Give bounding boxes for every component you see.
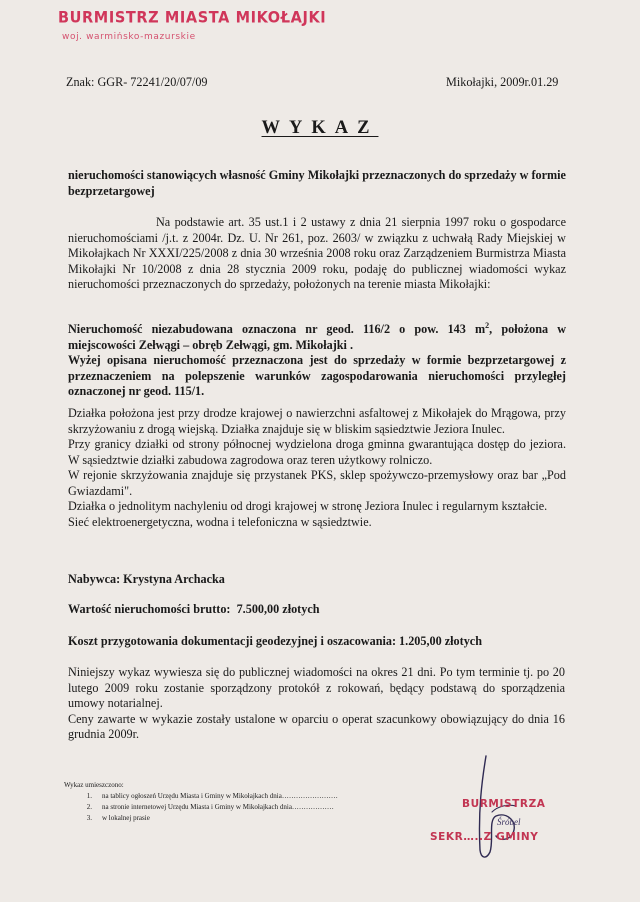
closing-section [68, 665, 565, 743]
value-label: Wartość nieruchomości brutto: [68, 602, 231, 616]
office-stamp-region: woj. warmińsko-mazurskie [62, 32, 196, 42]
list-item: 3. w lokalnej prasie [86, 814, 150, 822]
closing-paragraph: Ceny zawarte w wykazie zostały ustalone w oparciu o operat szacunkowy obowiązujący do dnia 16 grudnia 2009r. [68, 711, 565, 741]
description-paragraph: Działka położona jest przy drodze krajowej o nawierzchni asfaltowej z Mikołajek do Mrągowa, przy skrzyżowaniu z drogą wiejską. Działka znajduje się w bliskim sąsiedztwie Jeziora Inulec. [68, 406, 566, 436]
intro-paragraph: Na podstawie art. 35 ust.1 i 2 ustawy z dnia 21 sierpnia 1997 roku o gospodarce nieruchomościami /j.t. z 2004r. Dz. U. Nr 261, poz. 2603/ w związku z uchwałą Rady Miejskiej w Mikołajkach Nr XXXI/225/2008 z dnia 30 września 2008 roku oraz Zarządzeniem Burmistrza Miasta Mikołajki Nr 10/2008 z dnia 28 stycznia 2009 roku, podaję do publicznej wiadomości wykaz nieruchomości przeznaczonych do sprzedaży, położonych na terenie miasta Mikołajki: [68, 215, 566, 291]
signature-stamp-line1: BURMISTRZA [462, 798, 546, 810]
handwritten-signature [456, 750, 576, 870]
location-description [68, 406, 566, 530]
preparation-cost-line: Koszt przygotowania dokumentacji geodezyjnej i oszacowania: 1.205,00 złotych [68, 634, 482, 648]
property-section [68, 318, 566, 400]
description-paragraph: Przy granicy działki od strony północnej wydzielona droga gminna gwarantująca dostęp do jeziora. W sąsiedztwie działki zabudowa zagrodowa oraz teren użytkowy rolniczo. [68, 437, 566, 467]
buyer-line: Nabywca: Krystyna Archacka [68, 572, 225, 586]
reference-sign: Znak: GGR- 72241/20/07/09 [66, 75, 208, 89]
signature-handwriting: Śróbel [497, 817, 521, 827]
description-paragraph: W rejonie skrzyżowania znajduje się przystanek PKS, sklep spożywczo-przemysłowy oraz bar „Pod Gwiazdami". [68, 468, 566, 498]
description-paragraph: Działka o jednolitym nachyleniu od drogi krajowej w stronę Jeziora Inulec i regularnym kształcie. [68, 499, 548, 513]
document-title: WYKAZ [261, 118, 379, 138]
property-value-line [68, 602, 566, 618]
document-subtitle: nieruchomości stanowiących własność Gminy Mikołajki przeznaczonych do sprzedaży w formie bezprzetargowej [68, 168, 566, 198]
property-description: Nieruchomość niezabudowana oznaczona nr geod. 116/2 o pow. 143 $m^2$, położona w miejscowości Zełwągi – obręb Zełwągi, gm. Mikołajki . [68, 321, 566, 352]
property-purpose: Wyżej opisana nieruchomość przeznaczona jest do sprzedaży w formie bezprzetargowej z przeznaczeniem na polepszenie warunków zagospodarowania nieruchomości przyległej oznaczonej nr geod. 115/1. [68, 353, 566, 399]
office-stamp-title: BURMISTRZ MIASTA MIKOŁAJKI [58, 9, 327, 27]
place-date: Mikołajki, 2009r.01.29 [446, 75, 559, 89]
posting-list [64, 780, 338, 824]
signature-stamp-line2: SEKR…..Z GMINY [430, 831, 539, 843]
closing-paragraph: Niniejszy wykaz wywiesza się do publicznej wiadomości na okres 21 dni. Po tym terminie tj. po 20 lutego 2009 roku zostanie sporządzony protokół z rokowań, będący podstawą do sporządzenia umowy notarialnej. [68, 665, 565, 710]
list-item: 1. na tablicy ogłoszeń Urzędu Miasta i Gminy w Mikołajkach dnia…………………… [86, 792, 338, 800]
office-header-stamp [58, 10, 326, 42]
posting-list-heading: Wykaz umieszczono: [64, 781, 124, 789]
value-amount: 7.500,00 złotych [236, 602, 320, 616]
list-item: 2. na stronie internetowej Urzędu Miasta i Gminy w Mikołajkach dnia……………… [86, 803, 334, 811]
description-paragraph: Sieć elektroenergetyczna, wodna i telefoniczna w sąsiedztwie. [68, 514, 372, 529]
